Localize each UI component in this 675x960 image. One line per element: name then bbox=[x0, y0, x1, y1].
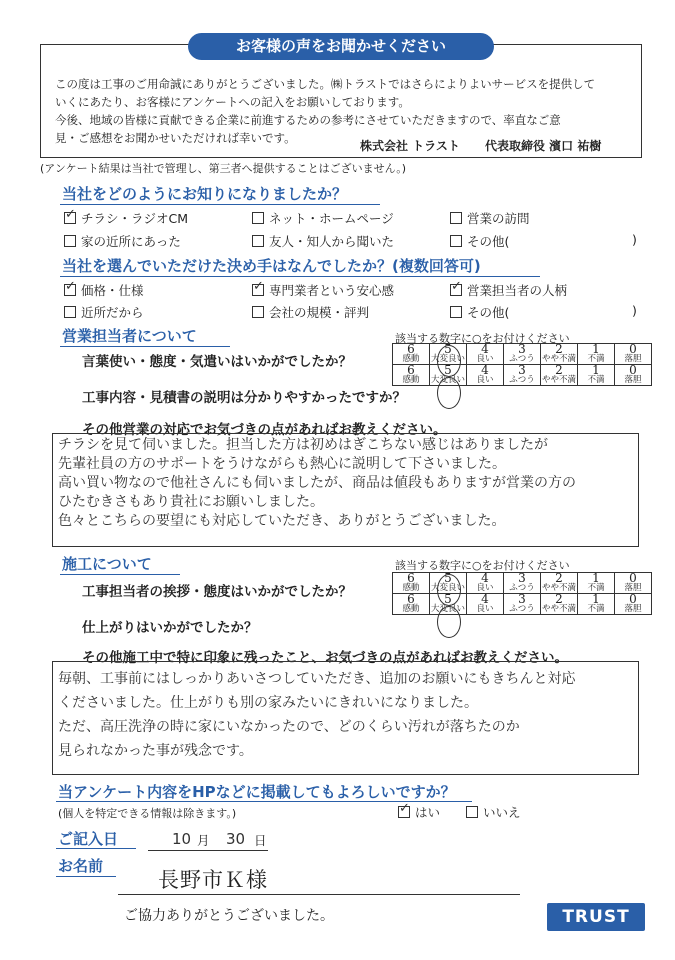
rating-cell[interactable]: 0 落胆 bbox=[615, 344, 652, 365]
sales-underline bbox=[60, 346, 230, 347]
rating-cell[interactable]: 3 ふつう bbox=[504, 365, 541, 386]
checkbox[interactable] bbox=[252, 235, 264, 247]
representative-name: 代表取締役 濱口 祐樹 bbox=[485, 139, 602, 153]
rating-cell[interactable]: 3 ふつう bbox=[504, 573, 541, 594]
q1-title: 当社をどのようにお知りになりましたか？ bbox=[62, 185, 348, 203]
comment-line: くださいました。仕上がりも別の家みたいにきれいになりました。 bbox=[58, 695, 478, 711]
comment-line: ひたむきさもあり貴社にお願いしました。 bbox=[58, 494, 324, 510]
checkbox[interactable] bbox=[64, 306, 76, 318]
rating-cell[interactable]: 2 やや不満 bbox=[541, 592, 576, 614]
name-value[interactable]: 長野市Ｋ様 bbox=[158, 868, 268, 892]
publish-title: 当アンケート内容をHPなどに掲載してもよろしいですか？ bbox=[58, 783, 456, 801]
rating-row bbox=[393, 344, 652, 365]
rating-row bbox=[393, 365, 652, 386]
rating-circle bbox=[437, 606, 461, 638]
date-month-unit: 月 bbox=[197, 833, 210, 848]
checkbox[interactable]: ✓ bbox=[451, 279, 462, 294]
publish-no-option[interactable]: いいえ bbox=[466, 803, 521, 821]
rating-cell[interactable]: 0 落胆 bbox=[615, 365, 652, 386]
rating-cell[interactable]: 1 不満 bbox=[578, 344, 615, 365]
q1-option[interactable]: その他( bbox=[450, 232, 509, 250]
rating-cell[interactable]: 3 ふつう bbox=[504, 344, 541, 365]
name-field-line bbox=[118, 894, 520, 895]
close-paren: ) bbox=[632, 303, 637, 318]
rating-circle bbox=[437, 345, 461, 377]
checkbox[interactable] bbox=[450, 306, 462, 318]
rating-row bbox=[393, 594, 652, 615]
date-label: ご記入日 bbox=[58, 830, 119, 848]
construction-comment-text bbox=[58, 667, 575, 763]
name-label: お名前 bbox=[58, 857, 104, 875]
comment-line: 先輩社員の方のサポートをうけながらも熱心に説明して下さいました。 bbox=[58, 456, 506, 472]
checkbox[interactable] bbox=[450, 212, 462, 224]
thanks-message: ご協力ありがとうございました。 bbox=[124, 908, 334, 924]
intro-line: この度は工事のご用命誠にありがとうございました。㈱トラストではさらによりよいサービスを提供して bbox=[55, 77, 596, 91]
q1-underline bbox=[60, 204, 380, 205]
comment-line: 高い買い物なので他社さんにも伺いましたが、商品は値段もありますが営業の方の bbox=[58, 475, 576, 491]
publish-note: (個人を特定できる情報は除きます。) bbox=[58, 807, 237, 820]
rating-circle bbox=[437, 574, 461, 606]
trust-logo: TRUST bbox=[547, 903, 645, 931]
sales-comment-text bbox=[58, 436, 576, 531]
construction-title: 施工について bbox=[62, 555, 152, 573]
rating-instruction: 該当する数字に○をお付けください bbox=[395, 559, 570, 572]
date-underline bbox=[56, 848, 136, 849]
construction-question-2: 仕上がりはいかがでしたか？ bbox=[82, 620, 258, 636]
rating-circle bbox=[437, 377, 461, 409]
checkbox[interactable] bbox=[450, 235, 462, 247]
construction-underline bbox=[60, 574, 180, 575]
rating-cell[interactable]: 6 感動 bbox=[393, 365, 430, 386]
rating-table-sales bbox=[392, 343, 652, 386]
rating-cell[interactable]: 4 良い bbox=[467, 344, 504, 365]
rating-cell[interactable]: 4 良い bbox=[467, 365, 504, 386]
privacy-note: (アンケート結果は当社で管理し、第三者へ提供することはございません。) bbox=[40, 162, 407, 175]
sales-comment-prompt: その他営業の対応でお気づきの点があればお教えください。 bbox=[82, 422, 447, 438]
rating-cell[interactable]: 3 ふつう bbox=[504, 594, 541, 615]
rating-cell[interactable]: 5 大変良い bbox=[430, 571, 465, 593]
rating-instruction: 該当する数字に○をお付けください bbox=[395, 332, 570, 345]
intro-line: 今後、地域の皆様に貢献できる企業に前進するための参考にさせていただきますので、率直なご意 bbox=[55, 113, 561, 127]
rating-cell[interactable]: 5 大変良い bbox=[430, 592, 465, 614]
rating-cell[interactable]: 0 落胆 bbox=[615, 573, 652, 594]
q2-underline bbox=[60, 276, 540, 277]
q2-title: 当社を選んでいただけた決め手はなんでしたか？(複数回答可) bbox=[62, 257, 481, 275]
rating-cell[interactable]: 5 大変良い bbox=[430, 342, 465, 364]
rating-cell[interactable]: 4 良い bbox=[467, 573, 504, 594]
sales-title: 営業担当者について bbox=[62, 327, 197, 345]
q2-option[interactable]: ✓ 専門業者という安心感 bbox=[253, 279, 395, 298]
checkbox[interactable] bbox=[466, 806, 478, 818]
rating-row bbox=[393, 573, 652, 594]
rating-cell[interactable]: 5 大変良い bbox=[430, 363, 465, 385]
name-underline bbox=[56, 876, 116, 877]
checkbox[interactable] bbox=[252, 212, 264, 224]
construction-comment-prompt: その他施工中で特に印象に残ったこと、お気づきの点があればお教えください。 bbox=[82, 650, 568, 666]
rating-cell[interactable]: 6 感動 bbox=[393, 594, 430, 615]
comment-line: チラシを見て伺いました。担当した方は初めはぎこちない感じはありましたが bbox=[58, 437, 548, 453]
sales-question-1: 言葉使い・態度・気遣いはいかがでしたか？ bbox=[82, 354, 352, 370]
rating-cell[interactable]: 6 感動 bbox=[393, 573, 430, 594]
q1-option[interactable]: 営業の訪問 bbox=[450, 209, 530, 227]
comment-line: 毎朝、工事前にはしっかりあいさつしていただき、追加のお願いにもきちんと対応 bbox=[58, 671, 576, 687]
q1-option[interactable]: ✓ チラシ・ラジオCM bbox=[65, 207, 189, 226]
checkbox[interactable]: ✓ bbox=[399, 801, 410, 816]
rating-cell[interactable]: 2 やや不満 bbox=[541, 363, 576, 385]
rating-cell[interactable]: 6 感動 bbox=[393, 344, 430, 365]
comment-line: ただ、高圧洗浄の時に家にいなかったので、どのくらい汚れが落ちたのか bbox=[58, 719, 520, 735]
q1-option[interactable]: 友人・知人から聞いた bbox=[252, 232, 394, 250]
q1-option[interactable]: 家の近所にあった bbox=[64, 232, 181, 250]
comment-line: 見られなかった事が残念です。 bbox=[58, 743, 253, 759]
survey-banner: お客様の声をお聞かせください bbox=[188, 33, 494, 60]
date-field-line bbox=[148, 850, 268, 851]
publish-yes-option[interactable]: ✓ はい bbox=[399, 801, 441, 820]
rating-cell[interactable]: 0 落胆 bbox=[615, 594, 652, 615]
q2-option[interactable]: 会社の規模・評判 bbox=[252, 303, 369, 321]
rating-cell[interactable]: 1 不満 bbox=[578, 365, 615, 386]
checkbox[interactable]: ✓ bbox=[65, 207, 76, 222]
rating-cell[interactable]: 2 やや不満 bbox=[541, 571, 576, 593]
sales-question-2: 工事内容・見積書の説明は分かりやすかったですか？ bbox=[82, 390, 406, 406]
intro-line: いくにあたり、お客様にアンケートへの記入をお願いしております。 bbox=[55, 95, 410, 109]
date-day-value[interactable]: 30 bbox=[226, 830, 246, 848]
checkbox[interactable]: ✓ bbox=[65, 279, 76, 294]
q2-option[interactable]: 近所だから bbox=[64, 303, 144, 321]
close-paren: ) bbox=[632, 232, 637, 247]
date-month-value[interactable]: 10 bbox=[172, 830, 192, 848]
q2-option[interactable]: その他( bbox=[450, 303, 509, 321]
rating-cell[interactable]: 1 不満 bbox=[578, 573, 615, 594]
checkbox[interactable]: ✓ bbox=[253, 279, 264, 294]
construction-question-1: 工事担当者の挨拶・態度はいかがでしたか？ bbox=[82, 584, 352, 600]
date-day-unit: 日 bbox=[254, 833, 267, 848]
intro-line: 見・ご感想をお聞かせいただければ幸いです。 bbox=[55, 131, 296, 145]
checkbox[interactable] bbox=[252, 306, 264, 318]
rating-table-construction bbox=[392, 572, 652, 615]
comment-line: 色々とこちらの要望にも対応していただき、ありがとうございました。 bbox=[58, 513, 506, 529]
checkbox[interactable] bbox=[64, 235, 76, 247]
company-name: 株式会社 トラスト bbox=[360, 139, 460, 153]
rating-cell[interactable]: 4 良い bbox=[467, 594, 504, 615]
q1-option[interactable]: ネット・ホームページ bbox=[252, 209, 394, 227]
q2-option[interactable]: ✓ 価格・仕様 bbox=[65, 279, 144, 298]
q2-option[interactable]: ✓ 営業担当者の人柄 bbox=[451, 279, 568, 298]
rating-cell[interactable]: 2 やや不満 bbox=[541, 342, 576, 364]
rating-cell[interactable]: 1 不満 bbox=[578, 594, 615, 615]
